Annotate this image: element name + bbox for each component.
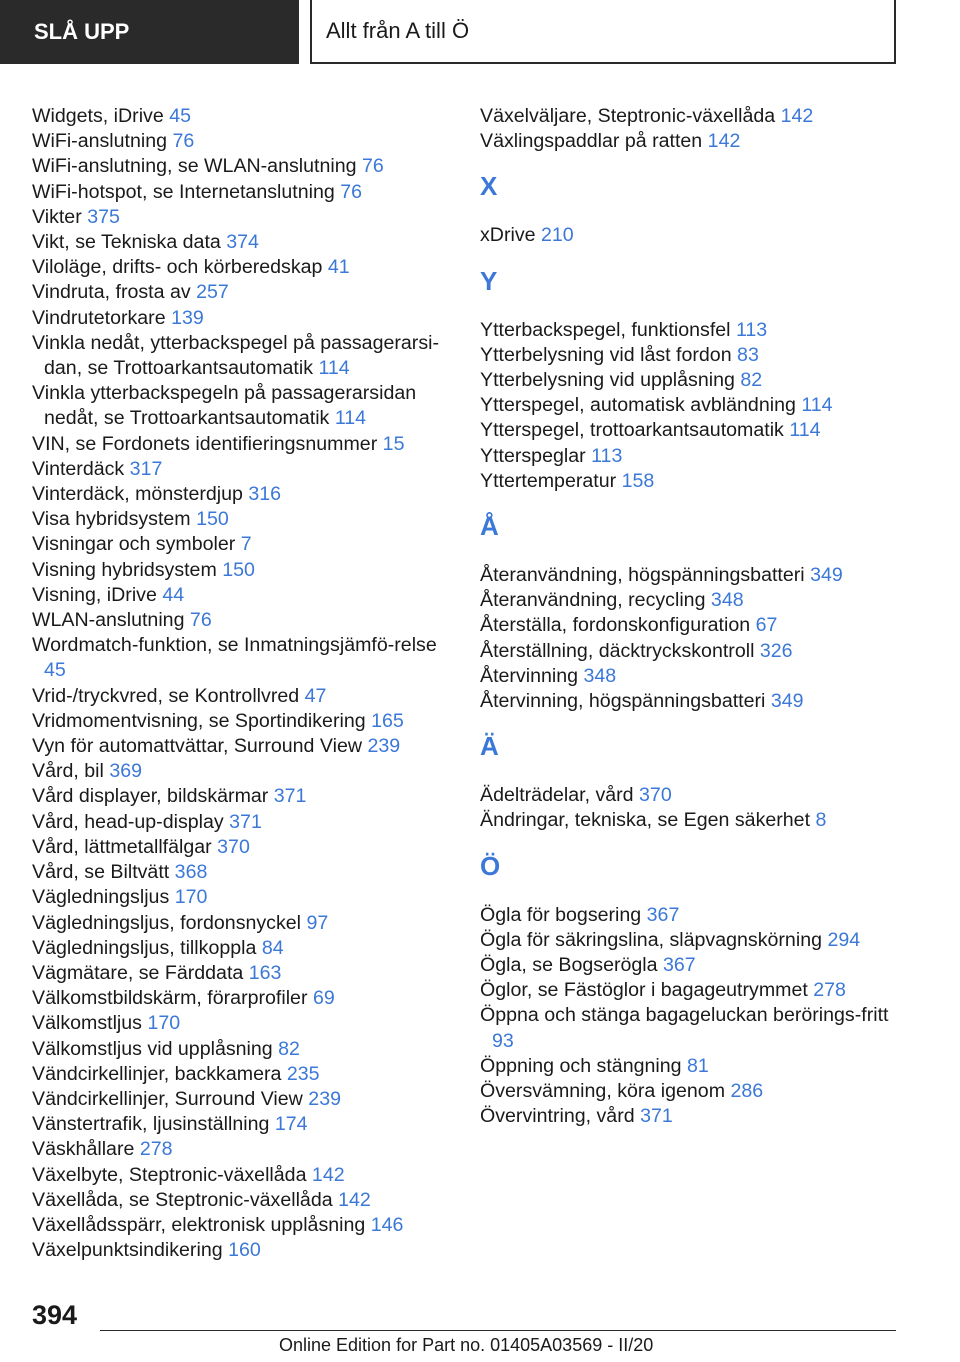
index-entry-text: Vinkla ytterbackspegeln på passagerarsidan nedåt, se Trottoarkantsautomatik	[32, 382, 417, 430]
index-entry	[480, 104, 900, 129]
index-entry-text: Ytterspegel, trottoarkantsautomatik	[480, 419, 784, 442]
index-entry	[32, 759, 442, 784]
index-entry	[32, 1213, 442, 1238]
index-entry	[32, 558, 442, 583]
index-entry-text: xDrive	[480, 224, 536, 247]
index-entry-text: Vindrutetorkare	[32, 306, 166, 329]
index-entry-text: Wordmatch-funktion, se Inmatningsjämfö-relse	[32, 634, 437, 657]
index-entry-text: Vård, se Biltvätt	[32, 861, 170, 884]
index-entry-text: Widgets, iDrive	[32, 105, 164, 127]
index-entry	[32, 104, 442, 129]
index-entry-text: Återställning, däcktryckskontroll	[480, 639, 755, 662]
index-entry-text: Ytterbelysning vid upplåsning	[480, 369, 735, 392]
page-reference-link[interactable]: 375	[87, 205, 120, 228]
index-entry	[480, 368, 900, 393]
page-reference-link[interactable]: 82	[740, 369, 763, 392]
index-entry-text: Växlingspaddlar på ratten	[480, 130, 703, 153]
page-reference-link[interactable]: 170	[174, 886, 208, 909]
index-entry	[32, 1137, 442, 1162]
index-entry	[32, 734, 442, 759]
index-entry-text: Återanvändning, recycling	[480, 589, 706, 612]
index-entry	[32, 1112, 442, 1137]
page-reference-link[interactable]: 374	[226, 231, 259, 254]
page-reference-link[interactable]: 210	[540, 224, 574, 247]
page-reference-link[interactable]: 113	[591, 444, 623, 467]
page-reference-link[interactable]: 97	[306, 911, 329, 934]
index-entry	[480, 689, 900, 714]
page-reference-link[interactable]: 76	[361, 155, 384, 178]
page-reference-link[interactable]: 367	[663, 954, 696, 977]
page-reference-link[interactable]: 150	[222, 558, 255, 581]
index-entry	[480, 978, 900, 1003]
index-entry-text: Vändcirkellinjer, Surround View	[32, 1087, 303, 1110]
index-entry-text: Vrid-/tryckvred, se Kontrollvred	[32, 684, 300, 707]
page-reference-link[interactable]: 113	[735, 318, 768, 341]
section-letter-heading: X	[480, 171, 498, 202]
page-reference-link[interactable]: 348	[710, 589, 744, 612]
page-reference-link[interactable]: 142	[338, 1188, 371, 1211]
page-reference-link[interactable]: 76	[172, 130, 195, 153]
page-reference-link[interactable]: 286	[730, 1080, 764, 1103]
index-entry-text: Ögla för bogsering	[480, 903, 642, 926]
page-reference-link[interactable]: 368	[174, 861, 208, 884]
index-entry	[480, 318, 900, 343]
index-entry-text: VIN, se Fordonets identifieringsnummer	[32, 432, 378, 455]
page-reference-link[interactable]: 76	[340, 180, 363, 203]
index-entry-text: Vikt, se Tekniska data	[32, 231, 221, 254]
page-reference-link[interactable]: 239	[308, 1087, 341, 1110]
index-entry	[32, 583, 442, 608]
index-entry-text: Växellådsspärr, elektronisk upplåsning	[32, 1213, 366, 1236]
page-number: 394	[32, 1300, 78, 1330]
index-entry	[480, 343, 900, 368]
section-letter-heading: Ä	[480, 731, 499, 762]
page-reference-link[interactable]: 349	[810, 564, 843, 587]
section-letter-heading: Ö	[480, 850, 501, 881]
page-reference-link[interactable]: 174	[274, 1113, 308, 1136]
index-entry-text: Välkomstljus vid upplåsning	[32, 1037, 273, 1060]
index-entry	[32, 885, 442, 910]
page-reference-link[interactable]: 41	[327, 256, 350, 279]
index-entry-text: Ytterbackspegel, funktionsfel	[480, 318, 731, 341]
index-entry-text: Visa hybridsystem	[32, 508, 191, 531]
index-entry-text: Växellåda, se Steptronic-växellåda	[32, 1188, 333, 1211]
index-entry	[32, 936, 442, 961]
index-entry-text: Ögla, se Bogserögla	[480, 954, 658, 977]
page-reference-link[interactable]: 158	[621, 469, 655, 492]
page-reference-link[interactable]: 371	[229, 810, 262, 833]
index-entry	[32, 432, 442, 457]
index-entry	[480, 1003, 900, 1053]
index-entry	[480, 1054, 900, 1079]
index-entry	[480, 223, 900, 248]
index-entry	[32, 205, 442, 230]
index-entry-text: Växelpunktsindikering	[32, 1239, 223, 1262]
index-entry	[32, 507, 442, 532]
index-entry	[480, 1079, 900, 1104]
index-entry	[480, 588, 900, 613]
index-entry-text: Vinterdäck, mönsterdjup	[32, 483, 243, 506]
page-reference-link[interactable]: 76	[189, 609, 212, 632]
index-entry	[32, 306, 442, 331]
index-entry-text: Ytterbelysning vid låst fordon	[480, 343, 732, 366]
index-entry	[32, 1087, 442, 1112]
index-entry-text: Välkomstljus	[32, 1012, 142, 1035]
index-entry	[32, 1188, 442, 1213]
index-entry	[32, 860, 442, 885]
index-entry-text: Vägledningsljus, tillkoppla	[32, 936, 257, 959]
page-reference-link[interactable]: 239	[367, 735, 401, 758]
page-reference-link[interactable]: 160	[228, 1239, 261, 1262]
index-entry	[480, 928, 900, 953]
index-entry-text: Ändringar, tekniska, se Egen säkerhet	[480, 809, 811, 832]
page-reference-link[interactable]: 8	[815, 809, 827, 832]
page-reference-link[interactable]: 367	[646, 903, 680, 926]
index-entry	[32, 986, 442, 1011]
index-entry-text: Vägledningsljus, fordonsnyckel	[32, 911, 302, 934]
page-reference-link[interactable]: 142	[311, 1163, 345, 1186]
chapter-title: Allt från A till Ö	[326, 18, 470, 43]
index-entry-text: Övervintring, vård	[480, 1105, 635, 1128]
section-tab	[0, 0, 299, 64]
page-reference-link[interactable]: 316	[248, 483, 282, 506]
page-reference-link[interactable]: 45	[44, 659, 66, 682]
section-title: SLÅ UPP	[34, 19, 130, 44]
index-entry	[480, 953, 900, 978]
index-entry-text: Växelväljare, Steptronic-växellåda	[480, 105, 776, 127]
index-entry-text: Vridmomentvisning, se Sportindikering	[32, 709, 366, 732]
index-entry-text: WiFi-anslutning	[32, 130, 168, 153]
page-reference-link[interactable]: 15	[382, 432, 405, 455]
index-entry	[32, 457, 442, 482]
page-reference-link[interactable]: 326	[759, 639, 793, 662]
page-reference-link[interactable]: 81	[687, 1054, 709, 1077]
section-letter-heading: Y	[480, 265, 498, 296]
index-entry-text: Viloläge, drifts- och körberedskap	[32, 256, 323, 279]
page-reference-link[interactable]: 114	[318, 357, 350, 380]
index-entry-text: Ögla för säkringslina, släpvagnskörning	[480, 928, 822, 951]
index-entry	[480, 783, 900, 808]
page-reference-link[interactable]: 294	[827, 928, 861, 951]
index-entry-text: Återvinning	[480, 664, 579, 687]
page-reference-link[interactable]: 45	[169, 105, 191, 127]
index-entry-text: Vård displayer, bildskärmar	[32, 785, 269, 808]
page-reference-link[interactable]: 69	[312, 987, 335, 1010]
index-entry-text: Vägledningsljus	[32, 886, 170, 909]
index-entry	[480, 129, 900, 154]
index-entry	[32, 1238, 442, 1263]
index-entry-text: Yttertemperatur	[480, 469, 617, 492]
index-entry-text: Vändcirkellinjer, backkamera	[32, 1062, 282, 1085]
index-entry-text: Välkomstbildskärm, förarprofiler	[32, 987, 308, 1010]
index-entry	[32, 633, 442, 683]
index-entry-text: Vänstertrafik, ljusinställning	[32, 1113, 270, 1136]
page-reference-link[interactable]: 142	[780, 105, 814, 127]
page-reference-link[interactable]: 146	[370, 1213, 404, 1236]
index-entry	[32, 1037, 442, 1062]
index-entry	[32, 532, 442, 557]
index-entry	[32, 709, 442, 734]
page-reference-link[interactable]: 47	[304, 684, 327, 707]
index-entry-text: Visning hybridsystem	[32, 558, 217, 581]
index-entry	[32, 608, 442, 633]
index-entry	[32, 255, 442, 280]
index-entry	[480, 444, 900, 469]
index-entry	[480, 613, 900, 638]
index-entry-text: Vinterdäck	[32, 457, 125, 480]
index-entry-text: Öppna och stänga bagageluckan berörings-fritt	[480, 1004, 889, 1027]
page-reference-link[interactable]: 317	[129, 457, 163, 480]
index-entry-text: Vikter	[32, 205, 82, 228]
page-reference-link[interactable]: 142	[707, 130, 741, 153]
page-reference-link[interactable]: 170	[147, 1012, 181, 1035]
page-reference-link[interactable]: 139	[171, 306, 204, 329]
index-entry	[32, 810, 442, 835]
page-reference-link[interactable]: 235	[286, 1062, 320, 1085]
index-entry-text: Växelbyte, Steptronic-växellåda	[32, 1163, 307, 1186]
index-entry-text: Vägmätare, se Färddata	[32, 961, 244, 984]
index-entry	[32, 280, 442, 305]
chapter-header	[310, 0, 896, 64]
index-entry	[32, 784, 442, 809]
index-entry	[480, 418, 900, 443]
index-entry	[32, 482, 442, 507]
page-reference-link[interactable]: 67	[755, 614, 778, 637]
index-entry	[32, 1011, 442, 1036]
index-entry-text: Ytterspeglar	[480, 444, 586, 467]
index-entry-text: Vyn för automattvättar, Surround View	[32, 735, 363, 758]
index-entry	[480, 903, 900, 928]
index-entry	[32, 1163, 442, 1188]
index-entry-text: Vård, lättmetallfälgar	[32, 835, 212, 858]
index-entry-text: Återvinning, högspänningsbatteri	[480, 690, 766, 713]
page-reference-link[interactable]: 278	[813, 979, 846, 1002]
page-reference-link[interactable]: 165	[371, 709, 404, 732]
page-reference-link[interactable]: 150	[196, 508, 229, 531]
page-reference-link[interactable]: 278	[139, 1138, 173, 1161]
index-entry-text: Återställa, fordonskonfiguration	[480, 614, 751, 637]
index-entry	[32, 180, 442, 205]
index-entry-text: Väskhållare	[32, 1138, 135, 1161]
footer-edition-note: Online Edition for Part no. 01405A03569 - II/20	[279, 1335, 654, 1355]
page-reference-link[interactable]: 349	[770, 690, 804, 713]
index-entry	[32, 129, 442, 154]
index-entry-text: Öppning och stängning	[480, 1054, 682, 1077]
index-entry-text: Återanvändning, högspänningsbatteri	[480, 564, 805, 587]
index-entry	[32, 331, 442, 381]
page-reference-link[interactable]: 114	[789, 419, 821, 442]
index-entry	[480, 393, 900, 418]
page-reference-link[interactable]: 93	[492, 1029, 514, 1052]
index-entry-text: Vård, head-up-display	[32, 810, 224, 833]
page-reference-link[interactable]: 369	[109, 760, 143, 783]
index-entry-text: Ädelträdelar, vård	[480, 784, 634, 807]
index-entry	[480, 1104, 900, 1129]
index-entry-text: Visningar och symboler	[32, 533, 236, 556]
page-reference-link[interactable]: 82	[278, 1037, 300, 1060]
page-reference-link[interactable]: 348	[583, 664, 617, 687]
index-entry-text: Ytterspegel, automatisk avbländning	[480, 394, 796, 417]
index-entry	[480, 639, 900, 664]
index-column-right	[480, 104, 900, 1129]
page-reference-link[interactable]: 83	[737, 343, 759, 366]
page-reference-link[interactable]: 114	[334, 407, 367, 430]
page-reference-link[interactable]: 371	[273, 785, 307, 808]
index-entry-text: Översvämning, köra igenom	[480, 1080, 726, 1103]
page-reference-link[interactable]: 7	[240, 533, 252, 556]
index-entry	[32, 230, 442, 255]
page-reference-link[interactable]: 84	[261, 936, 284, 959]
index-entry	[32, 684, 442, 709]
page-reference-link[interactable]: 44	[162, 583, 185, 606]
index-entry-text: Vindruta, frosta av	[32, 281, 191, 304]
index-entry	[480, 469, 900, 494]
page-reference-link[interactable]: 370	[639, 784, 672, 807]
index-entry	[32, 961, 442, 986]
section-letter-heading: Å	[480, 511, 499, 542]
page-reference-link[interactable]: 163	[248, 961, 282, 984]
index-entry-text: Vård, bil	[32, 760, 104, 783]
index-entry	[32, 911, 442, 936]
index-entry-text: WLAN-anslutning	[32, 609, 185, 632]
index-entry	[32, 154, 442, 179]
index-entry	[480, 808, 900, 833]
page-reference-link[interactable]: 371	[640, 1105, 673, 1128]
index-entry	[32, 381, 442, 431]
index-entry-text: WiFi-anslutning, se WLAN-anslutning	[32, 155, 357, 178]
page-reference-link[interactable]: 257	[196, 281, 229, 304]
index-entry	[480, 664, 900, 689]
index-entry-text: Öglor, se Fästöglor i bagageutrymmet	[480, 979, 808, 1002]
index-entry	[32, 835, 442, 860]
page-reference-link[interactable]: 114	[801, 394, 833, 417]
index-entry	[32, 1062, 442, 1087]
index-entry-text: WiFi-hotspot, se Internetanslutning	[32, 180, 335, 203]
index-column-left	[32, 104, 442, 1263]
index-entry-text: Vinkla nedåt, ytterbackspegel på passagerarsi-dan, se Trottoarkantsautomatik	[32, 331, 439, 380]
page-reference-link[interactable]: 370	[217, 835, 250, 858]
index-entry-text: Visning, iDrive	[32, 583, 157, 606]
footer-divider	[100, 1330, 896, 1331]
index-entry	[480, 563, 900, 588]
